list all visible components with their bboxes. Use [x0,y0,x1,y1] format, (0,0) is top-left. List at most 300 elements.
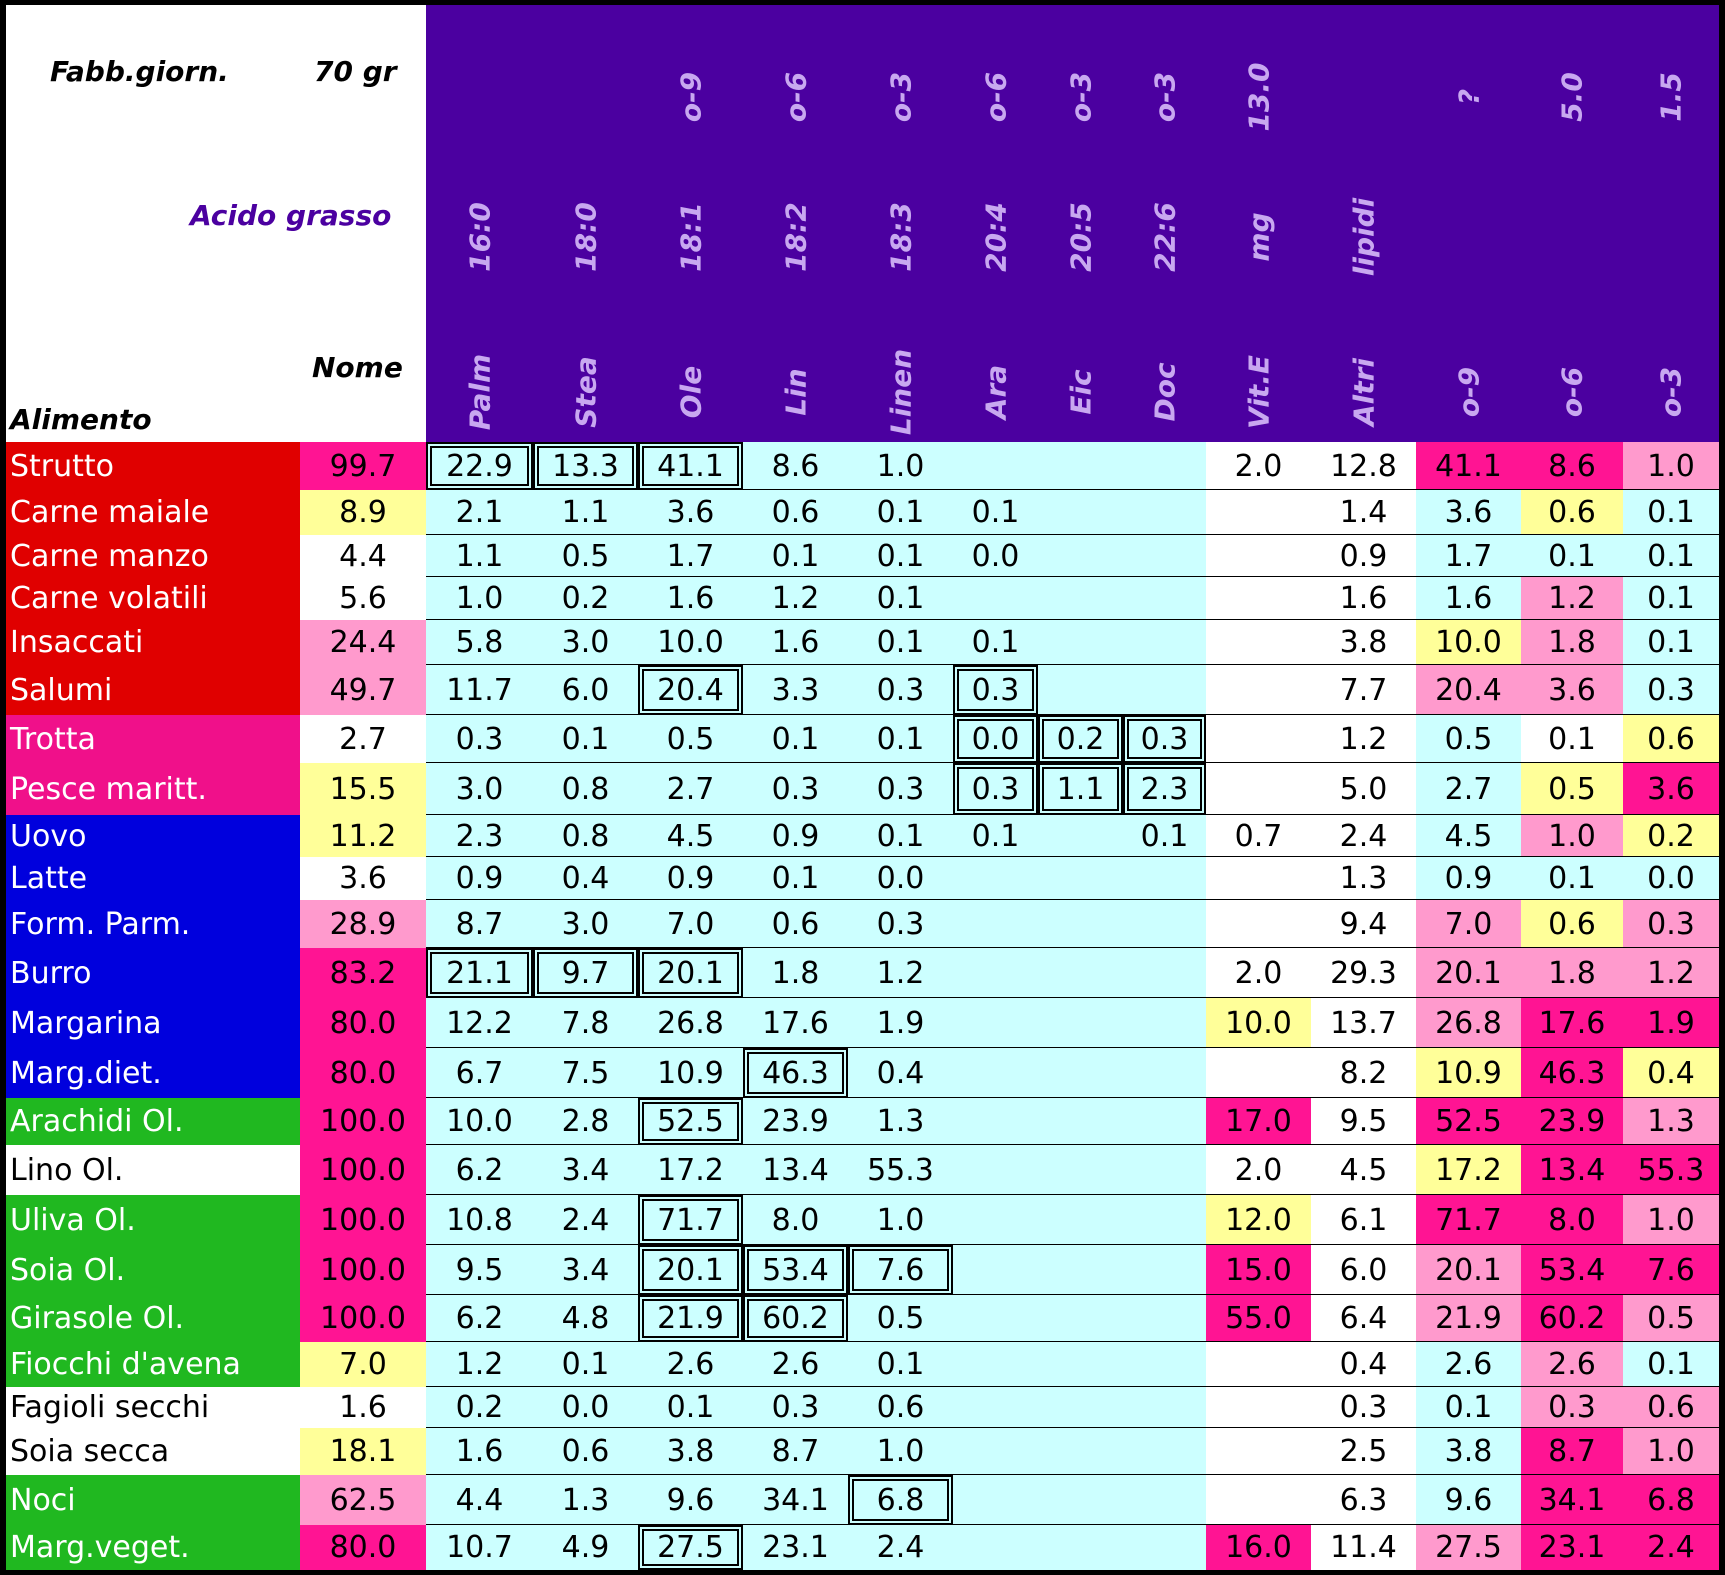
value-cell: 4.5 [1416,815,1521,857]
value-cell: 0.1 [533,1342,638,1387]
value-cell: 0.9 [426,857,533,900]
value-cell: 0.0 [953,715,1038,763]
value-cell: 1.0 [848,442,953,490]
value-cell [1123,948,1206,998]
value-cell [953,1048,1038,1098]
value-cell [1038,998,1123,1048]
total-lipids: 80.0 [300,998,426,1048]
value-cell: 2.7 [1416,763,1521,815]
value-cell: 13.7 [1311,998,1416,1048]
value-cell: 0.5 [638,715,743,763]
food-name: Latte [6,857,300,900]
value-cell [1123,665,1206,715]
col-header-top-6: o-3 [1064,71,1097,123]
value-cell: 2.6 [638,1342,743,1387]
value-cell: 0.1 [1623,1342,1719,1387]
value-cell: 0.1 [848,490,953,535]
value-cell [953,1145,1038,1195]
value-cell [1123,1295,1206,1342]
value-cell: 10.8 [426,1195,533,1245]
food-name: Salumi [6,665,300,715]
value-cell: 0.1 [953,620,1038,665]
value-cell: 10.0 [638,620,743,665]
col-header-bot-6: Eic [1064,369,1097,415]
value-cell: 2.1 [426,490,533,535]
value-cell: 9.4 [1311,900,1416,948]
value-cell: 6.3 [1311,1475,1416,1525]
value-cell [1123,442,1206,490]
value-cell [953,442,1038,490]
value-cell: 8.0 [743,1195,848,1245]
food-name: Form. Parm. [6,900,300,948]
total-lipids: 100.0 [300,1245,426,1295]
total-lipids: 5.6 [300,577,426,620]
total-lipids: 28.9 [300,900,426,948]
value-cell [1123,1475,1206,1525]
col-header-bot-1: Stea [569,356,602,428]
alimento-label: Alimento [10,403,152,436]
col-header-mid-7: 22:6 [1148,202,1181,272]
value-cell [953,1295,1038,1342]
value-cell: 0.1 [1623,577,1719,620]
col-header-top-3: o-6 [779,71,812,123]
value-cell: 20.4 [638,665,743,715]
value-cell: 0.1 [638,1387,743,1428]
value-cell [1038,1195,1123,1245]
value-cell: 0.2 [426,1387,533,1428]
value-cell: 1.2 [1311,715,1416,763]
value-cell: 17.2 [638,1145,743,1195]
total-lipids: 11.2 [300,815,426,857]
total-lipids: 100.0 [300,1145,426,1195]
value-cell: 0.5 [1416,715,1521,763]
value-cell: 1.0 [1623,442,1719,490]
value-cell: 9.5 [426,1245,533,1295]
value-cell [1038,1048,1123,1098]
col-header-top-5: o-6 [979,71,1012,123]
value-cell: 0.1 [743,857,848,900]
col-header-mid-0: 16:0 [463,202,496,272]
value-cell: 23.9 [743,1098,848,1145]
value-cell: 0.6 [533,1428,638,1475]
value-cell: 0.6 [743,490,848,535]
value-cell: 1.9 [848,998,953,1048]
value-cell [1038,1525,1123,1570]
value-cell [1038,1387,1123,1428]
food-name: Trotta [6,715,300,763]
value-cell: 34.1 [1521,1475,1623,1525]
col-header-bot-8: Vit.E [1242,355,1275,429]
value-cell: 0.2 [1623,815,1719,857]
value-cell: 17.2 [1416,1145,1521,1195]
value-cell: 0.1 [1416,1387,1521,1428]
value-cell [1038,815,1123,857]
total-lipids: 4.4 [300,535,426,577]
value-cell: 3.6 [638,490,743,535]
value-cell: 0.0 [1623,857,1719,900]
value-cell: 1.3 [1623,1098,1719,1145]
col-header-bot-11: o-6 [1555,366,1589,418]
fabb-value: 70 gr [314,55,397,88]
value-cell: 10.9 [1416,1048,1521,1098]
value-cell: 71.7 [1416,1195,1521,1245]
value-cell: 1.6 [638,577,743,620]
value-cell [1206,763,1311,815]
value-cell: 2.6 [1521,1342,1623,1387]
value-cell: 1.0 [1521,815,1623,857]
value-cell: 11.7 [426,665,533,715]
value-cell: 1.8 [743,948,848,998]
value-cell [1038,1475,1123,1525]
value-cell: 0.1 [848,577,953,620]
value-cell [1206,900,1311,948]
col-header-mid-1: 18:0 [569,202,602,272]
value-cell: 7.0 [1416,900,1521,948]
value-cell: 0.5 [533,535,638,577]
col-header-top-10: ? [1452,88,1485,106]
value-cell: 3.3 [743,665,848,715]
value-cell [1038,948,1123,998]
value-cell: 27.5 [638,1525,743,1570]
value-cell [1206,1342,1311,1387]
total-lipids: 100.0 [300,1098,426,1145]
value-cell: 13.4 [1521,1145,1623,1195]
value-cell: 0.6 [848,1387,953,1428]
value-cell [1123,1048,1206,1098]
value-cell: 3.6 [1623,763,1719,815]
value-cell: 4.9 [533,1525,638,1570]
value-cell [1206,857,1311,900]
value-cell: 7.0 [638,900,743,948]
value-cell: 12.8 [1311,442,1416,490]
value-cell: 2.4 [1623,1525,1719,1570]
value-cell: 0.1 [1623,620,1719,665]
value-cell: 60.2 [1521,1295,1623,1342]
col-header-mid-9: lipidi [1347,197,1380,277]
total-lipids: 2.7 [300,715,426,763]
value-cell: 0.1 [848,815,953,857]
value-cell: 1.0 [848,1428,953,1475]
value-cell: 4.5 [1311,1145,1416,1195]
value-cell: 29.3 [1311,948,1416,998]
value-cell: 0.1 [1623,490,1719,535]
value-cell: 2.0 [1206,948,1311,998]
value-cell: 10.0 [1416,620,1521,665]
value-cell: 23.9 [1521,1098,1623,1145]
food-name: Soia Ol. [6,1245,300,1295]
value-cell: 0.5 [1521,763,1623,815]
value-cell: 22.9 [426,442,533,490]
value-cell: 23.1 [743,1525,848,1570]
value-cell [1123,900,1206,948]
value-cell: 0.2 [533,577,638,620]
food-name: Soia secca [6,1428,300,1475]
value-cell: 60.2 [743,1295,848,1342]
value-cell: 13.4 [743,1145,848,1195]
total-lipids: 49.7 [300,665,426,715]
value-cell: 0.7 [1206,815,1311,857]
value-cell: 1.3 [848,1098,953,1145]
food-name: Fagioli secchi [6,1387,300,1428]
value-cell [1123,857,1206,900]
food-name: Uovo [6,815,300,857]
value-cell [953,577,1038,620]
value-cell: 0.5 [848,1295,953,1342]
value-cell: 1.0 [1623,1428,1719,1475]
value-cell [1123,1525,1206,1570]
value-cell: 0.4 [533,857,638,900]
food-name: Burro [6,948,300,998]
col-header-bot-7: Doc [1148,362,1181,422]
value-cell: 0.1 [1521,535,1623,577]
value-cell: 17.0 [1206,1098,1311,1145]
value-cell: 6.8 [1623,1475,1719,1525]
acido-grasso-label: Acido grasso [190,199,392,232]
value-cell: 6.7 [426,1048,533,1098]
value-cell [1206,577,1311,620]
value-cell: 1.8 [1521,620,1623,665]
value-cell: 0.4 [848,1048,953,1098]
value-cell: 52.5 [638,1098,743,1145]
value-cell: 0.6 [743,900,848,948]
value-cell [953,1098,1038,1145]
value-cell: 8.7 [1521,1428,1623,1475]
value-cell: 0.6 [1521,900,1623,948]
col-header-mid-2: 18:1 [674,202,707,272]
value-cell: 1.2 [743,577,848,620]
value-cell: 0.1 [848,1342,953,1387]
value-cell: 4.4 [426,1475,533,1525]
value-cell [953,948,1038,998]
value-cell: 7.7 [1311,665,1416,715]
value-cell: 17.6 [743,998,848,1048]
total-lipids: 15.5 [300,763,426,815]
value-cell [1206,1387,1311,1428]
value-cell: 10.0 [426,1098,533,1145]
total-lipids: 3.6 [300,857,426,900]
food-name: Uliva Ol. [6,1195,300,1245]
value-cell: 0.1 [743,715,848,763]
value-cell [1123,577,1206,620]
value-cell: 6.2 [426,1295,533,1342]
food-name: Carne manzo [6,535,300,577]
value-cell: 8.6 [743,442,848,490]
value-cell: 1.0 [1623,1195,1719,1245]
value-cell: 0.3 [1623,900,1719,948]
col-header-bot-5: Ara [979,364,1012,420]
col-header-top-4: o-3 [884,71,917,123]
value-cell [1038,665,1123,715]
value-cell: 3.6 [1521,665,1623,715]
value-cell: 1.6 [743,620,848,665]
value-cell: 12.2 [426,998,533,1048]
value-cell: 3.8 [1311,620,1416,665]
value-cell: 0.1 [1521,715,1623,763]
value-cell [953,1525,1038,1570]
col-header-top-7: o-3 [1148,71,1181,123]
value-cell [1038,620,1123,665]
value-cell [953,1387,1038,1428]
value-cell: 0.3 [953,763,1038,815]
value-cell: 0.0 [848,857,953,900]
value-cell [1206,1475,1311,1525]
value-cell: 1.7 [1416,535,1521,577]
value-cell: 0.3 [848,900,953,948]
value-cell: 0.1 [533,715,638,763]
value-cell: 4.5 [638,815,743,857]
value-cell: 1.6 [1311,577,1416,620]
value-cell [1206,715,1311,763]
value-cell [1206,620,1311,665]
value-cell: 0.3 [1311,1387,1416,1428]
value-cell: 0.0 [533,1387,638,1428]
value-cell: 21.9 [1416,1295,1521,1342]
value-cell: 71.7 [638,1195,743,1245]
value-cell: 1.3 [533,1475,638,1525]
food-name: Arachidi Ol. [6,1098,300,1145]
value-cell: 8.7 [426,900,533,948]
value-cell: 26.8 [1416,998,1521,1048]
value-cell: 11.4 [1311,1525,1416,1570]
value-cell: 21.9 [638,1295,743,1342]
value-cell: 9.7 [533,948,638,998]
value-cell [1206,490,1311,535]
value-cell [1123,1428,1206,1475]
value-cell [953,1428,1038,1475]
col-header-bot-3: Lin [779,368,812,416]
value-cell [1123,1195,1206,1245]
value-cell: 1.1 [426,535,533,577]
value-cell: 15.0 [1206,1245,1311,1295]
value-cell: 2.8 [533,1098,638,1145]
value-cell: 53.4 [743,1245,848,1295]
value-cell: 2.6 [743,1342,848,1387]
food-name: Lino Ol. [6,1145,300,1195]
value-cell: 17.6 [1521,998,1623,1048]
value-cell [1123,1098,1206,1145]
value-cell: 0.1 [1521,857,1623,900]
value-cell: 0.1 [1623,535,1719,577]
total-lipids: 62.5 [300,1475,426,1525]
col-header-mid-3: 18:2 [779,202,812,272]
value-cell: 26.8 [638,998,743,1048]
food-name: Strutto [6,442,300,490]
value-cell: 10.7 [426,1525,533,1570]
value-cell [1206,665,1311,715]
value-cell: 0.9 [1416,857,1521,900]
value-cell: 5.0 [1311,763,1416,815]
value-cell: 1.0 [848,1195,953,1245]
nome-label: Nome [312,351,403,384]
value-cell [1123,490,1206,535]
value-cell [1206,1048,1311,1098]
value-cell: 20.1 [1416,1245,1521,1295]
total-lipids: 7.0 [300,1342,426,1387]
value-cell [1038,1428,1123,1475]
value-cell: 1.2 [1623,948,1719,998]
value-cell: 0.4 [1311,1342,1416,1387]
value-cell: 3.0 [533,620,638,665]
value-cell: 41.1 [1416,442,1521,490]
total-lipids: 8.9 [300,490,426,535]
total-lipids: 18.1 [300,1428,426,1475]
value-cell: 20.1 [638,948,743,998]
food-name: Girasole Ol. [6,1295,300,1342]
fatty-acid-table [6,5,1719,1570]
value-cell: 0.1 [953,490,1038,535]
value-cell [1206,1428,1311,1475]
value-cell: 2.6 [1416,1342,1521,1387]
value-cell: 0.1 [743,535,848,577]
value-cell: 3.4 [533,1245,638,1295]
value-cell: 8.6 [1521,442,1623,490]
value-cell: 1.7 [638,535,743,577]
value-cell: 9.6 [638,1475,743,1525]
value-cell: 0.1 [848,535,953,577]
value-cell: 16.0 [1206,1525,1311,1570]
col-header-bot-4: Linen [884,348,917,436]
value-cell: 52.5 [1416,1098,1521,1145]
value-cell: 7.5 [533,1048,638,1098]
value-cell: 1.9 [1623,998,1719,1048]
total-lipids: 100.0 [300,1295,426,1342]
value-cell [1038,1145,1123,1195]
value-cell: 10.0 [1206,998,1311,1048]
col-header-mid-8: mg [1242,212,1275,262]
col-header-mid-6: 20:5 [1064,202,1097,272]
value-cell: 2.0 [1206,442,1311,490]
value-cell: 20.1 [1416,948,1521,998]
value-cell: 1.0 [426,577,533,620]
value-cell: 0.3 [1123,715,1206,763]
value-cell: 0.9 [1311,535,1416,577]
value-cell: 0.6 [1623,715,1719,763]
value-cell [953,998,1038,1048]
value-cell: 21.1 [426,948,533,998]
value-cell: 6.0 [533,665,638,715]
value-cell: 3.8 [638,1428,743,1475]
food-name: Carne maiale [6,490,300,535]
col-header-mid-5: 20:4 [979,202,1012,272]
value-cell [1123,1145,1206,1195]
value-cell: 0.5 [1623,1295,1719,1342]
value-cell: 0.8 [533,815,638,857]
value-cell: 0.3 [743,763,848,815]
value-cell: 9.6 [1416,1475,1521,1525]
value-cell [1038,1295,1123,1342]
col-header-top-12: 1.5 [1654,72,1688,122]
col-header-bot-0: Palm [463,353,496,431]
value-cell: 2.5 [1311,1428,1416,1475]
value-cell: 53.4 [1521,1245,1623,1295]
value-cell: 3.4 [533,1145,638,1195]
value-cell: 0.3 [848,763,953,815]
col-header-bot-12: o-3 [1654,366,1688,418]
value-cell: 6.0 [1311,1245,1416,1295]
total-lipids: 24.4 [300,620,426,665]
col-header-top-11: 5.0 [1555,72,1589,122]
food-name: Margarina [6,998,300,1048]
value-cell: 0.8 [533,763,638,815]
value-cell: 7.6 [1623,1245,1719,1295]
value-cell [953,900,1038,948]
value-cell: 1.8 [1521,948,1623,998]
total-lipids: 99.7 [300,442,426,490]
value-cell: 1.1 [533,490,638,535]
value-cell: 0.0 [953,535,1038,577]
value-cell [1038,1342,1123,1387]
value-cell: 6.2 [426,1145,533,1195]
